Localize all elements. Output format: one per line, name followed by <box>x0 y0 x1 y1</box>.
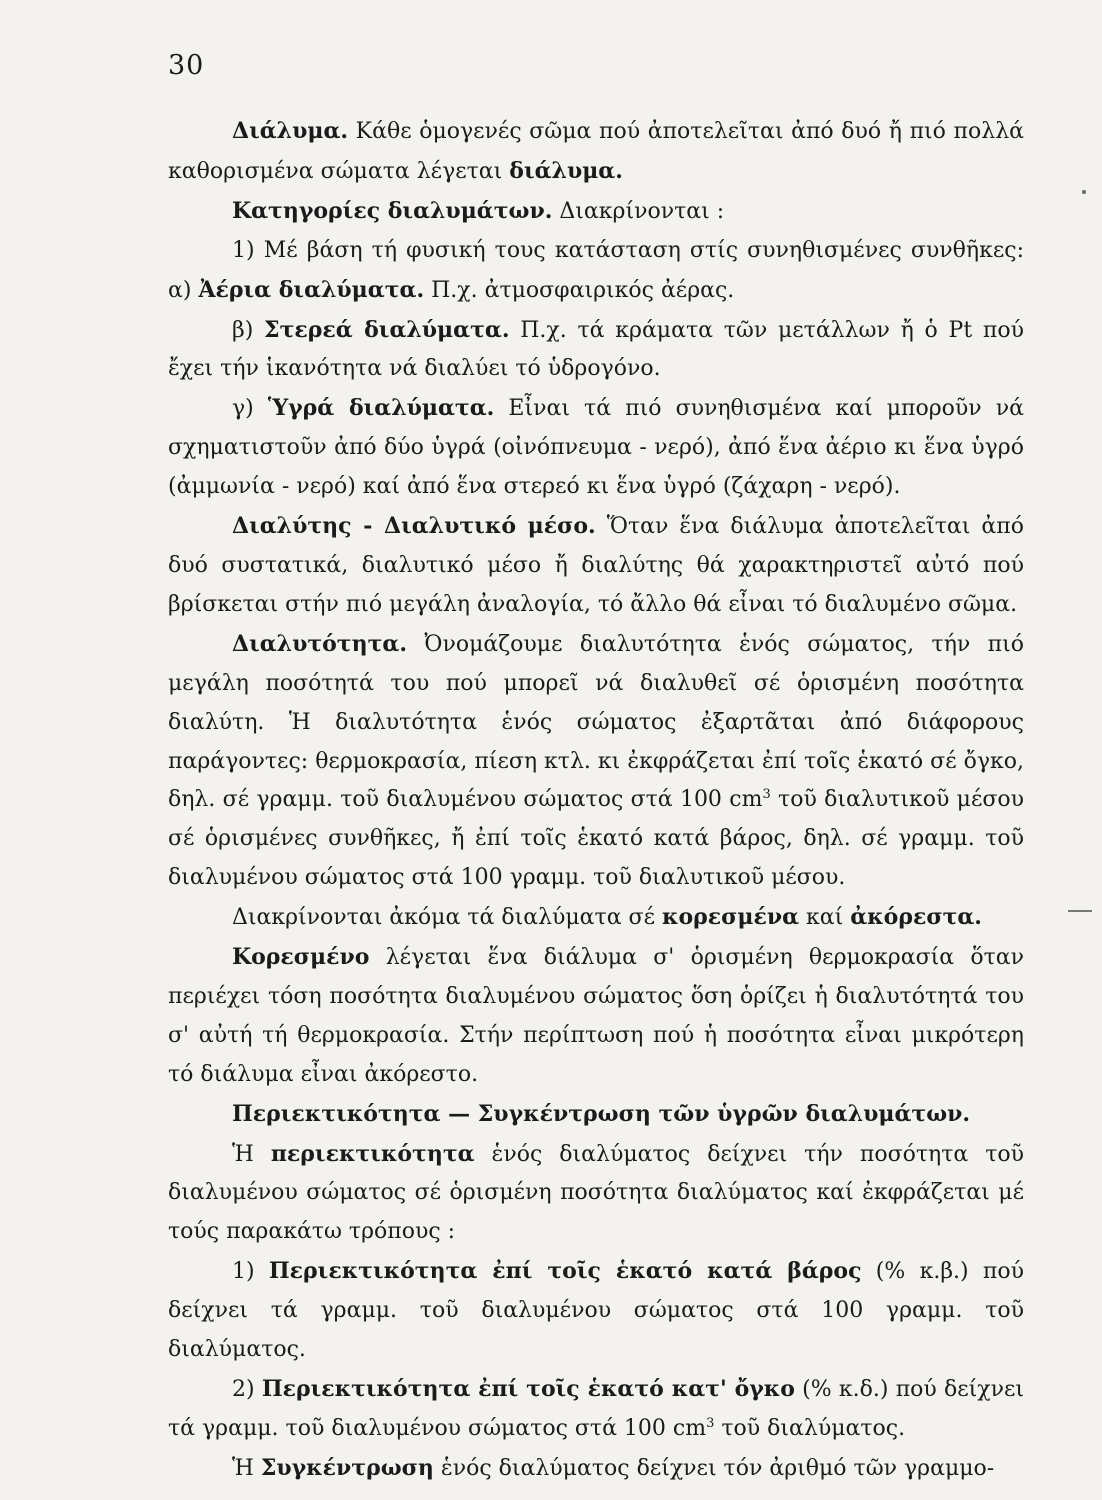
text-run: 2) <box>232 1377 262 1402</box>
text-run: καί <box>799 905 851 931</box>
bold-term: Κορεσμένο <box>232 944 370 971</box>
paragraph <box>168 389 1024 507</box>
bold-term: περιεκτικότητα <box>270 1140 475 1167</box>
bold-term: Συγκέντρωση <box>260 1454 434 1481</box>
text-run: Ἡ <box>232 1141 271 1167</box>
text-run: τοῦ διαλύματος. <box>714 1415 906 1441</box>
bold-term: Διαλυτότητα. <box>232 630 408 657</box>
text-run: Ὅταν ἕνα διάλυμα ἀποτελεῖται ἀπό δυό συστατικά, διαλυτικό μέσο ἤ διαλύτης θά χαρακτηριστεῖ αὐτό πού βρίσκεται στήν πιό μεγάλη ἀναλογία, τό ἄλλο θά εἶναι τό διαλυμένο σῶμα. <box>168 514 1024 617</box>
paragraph <box>168 938 1024 1095</box>
text-run: Εἶναι τά πιό συνηθισμένα καί μποροῦν νά σχηματιστοῦν ἀπό δύο ὑγρά (οἰνόπνευμα - νερό), ἀπό ἕνα ἀέριο κι ἕνα ὑγρό (ἀμμωνία - νερό) καί ἀπό ἕνα στερεό κι ἕνα ὑγρό (ζάχαρη - νερό). <box>168 396 1024 500</box>
paragraph <box>168 112 1024 192</box>
text-run: Κάθε ὁμογενές σῶμα πού ἀποτελεῖται ἀπό δυό ἤ πιό πολλά καθορισμένα σώματα λέγεται <box>168 119 1024 184</box>
page-number: 30 <box>168 50 205 81</box>
text-run: ἑνός διαλύματος δείχνει τόν ἀριθμό τῶν γραμμο- <box>433 1455 995 1481</box>
bold-term: ἀκόρεστα. <box>850 904 982 931</box>
superscript: 3 <box>706 1415 715 1431</box>
bold-term: Περιεκτικότητα ἐπί τοῖς ἑκατό κατά βάρος <box>268 1258 862 1285</box>
text-run: Ὀνομάζουμε διαλυτότητα ἑνός σώματος, τήν πιό μεγάλη ποσότητά του πού μπορεῖ νά διαλυθεῖ σέ ὁρισμένη ποσότητα διαλύτη. Ἡ διαλυτότητα ἑνός σώματος ἐξαρτᾶται ἀπό διάφορους παράγοντες: θερμοκρασία, πίεση κτλ. κι ἐκφράζεται ἐπί τοῖς ἑκατό σέ ὄγκο, δηλ. σέ γραμμ. τοῦ διαλυμένου σώματος στά 100 cm <box>168 631 1024 813</box>
bold-term: Περιεκτικότητα ἐπί τοῖς ἑκατό κατ' ὄγκο <box>261 1376 795 1402</box>
paragraph <box>168 507 1024 625</box>
bold-term: Διάλυμα. <box>232 118 349 144</box>
text-run: Ἡ <box>232 1455 261 1481</box>
text-run: Π.χ. ἀτμοσφαιρικός ἀέρας. <box>424 277 735 303</box>
text-run: 1) <box>232 1259 269 1285</box>
text-run: τοῦ διαλυτικοῦ μέσου σέ ὁρισμένες συνθῆκες, ἤ ἐπί τοῖς ἑκατό κατά βάρος, δηλ. σέ γραμμ. τοῦ διαλυμένου σώματος στά 100 γραμμ. τοῦ διαλυτικοῦ μέσου. <box>168 787 1025 891</box>
paragraph <box>168 1252 1024 1370</box>
page-body <box>168 112 1024 1489</box>
bold-term: Διαλύτης - Διαλυτικό μέσο. <box>232 513 596 540</box>
paragraph <box>168 1135 1024 1253</box>
paragraph <box>168 1449 1024 1489</box>
text-run: Διακρίνονται ἀκόμα τά διαλύματα σέ <box>232 905 662 931</box>
bold-term: Ἀέρια διαλύματα. <box>198 276 425 303</box>
text-run: (% κ.δ.) πού δείχνει τά γραμμ. τοῦ διαλυμένου σώματος στά 100 cm <box>168 1377 1024 1441</box>
bold-term: Στερεά διαλύματα. <box>264 316 510 343</box>
margin-dash <box>1068 910 1092 912</box>
bold-term: Περιεκτικότητα — Συγκέντρωση τῶν ὑγρῶν διαλυμάτων. <box>232 1100 971 1127</box>
bold-term: διάλυμα. <box>509 157 623 184</box>
paragraph <box>168 192 1024 232</box>
paragraph <box>168 898 1024 938</box>
paragraph <box>168 311 1024 390</box>
bold-term: Ὑγρά διαλύματα. <box>267 395 495 422</box>
paragraph <box>168 1095 1024 1135</box>
superscript: 3 <box>762 787 771 803</box>
bold-term: Κατηγορίες διαλυμάτων. <box>232 197 553 224</box>
text-run: Διακρίνονται : <box>552 198 725 224</box>
bold-term: κορεσμένα <box>661 904 800 931</box>
text-run: γ) <box>232 396 268 422</box>
paragraph <box>168 625 1024 898</box>
text-run: β) <box>232 317 265 343</box>
paragraph <box>168 1370 1024 1449</box>
margin-dot <box>1082 190 1086 194</box>
text-run: λέγεται ἕνα διάλυμα σ' ὁρισμένη θερμοκρασία ὅταν περιέχει τόση ποσότητα διαλυμένου σώματος ὅση ὁρίζει ἡ διαλυτότητά του σ' αὐτή τή θερμοκρασία. Στήν περίπτωση πού ἡ ποσότητα εἶναι μικρότερη τό διάλυμα εἶναι ἀκόρεστο. <box>168 945 1024 1087</box>
text-run: (% κ.β.) πού δείχνει τά γραμμ. τοῦ διαλυμένου σώματος στά 100 γραμμ. τοῦ διαλύματος. <box>168 1259 1024 1363</box>
text-run: ἑνός διαλύματος δείχνει τήν ποσότητα τοῦ διαλυμένου σώματος σέ ὁρισμένη ποσότητα διαλύματος καί ἐκφράζεται μέ τούς παρακάτω τρόπους : <box>168 1141 1024 1245</box>
text-run: Π.χ. τά κράματα τῶν μετάλλων ἤ ὁ Pt πού ἔχει τήν ἱκανότητα νά διαλύει τό ὑδρογόνο. <box>168 317 1024 382</box>
text-run: 1) Μέ βάση τή φυσική τους κατάσταση στίς συνηθισμένες συνθῆκες: α) <box>168 237 1024 303</box>
paragraph <box>168 232 1024 311</box>
